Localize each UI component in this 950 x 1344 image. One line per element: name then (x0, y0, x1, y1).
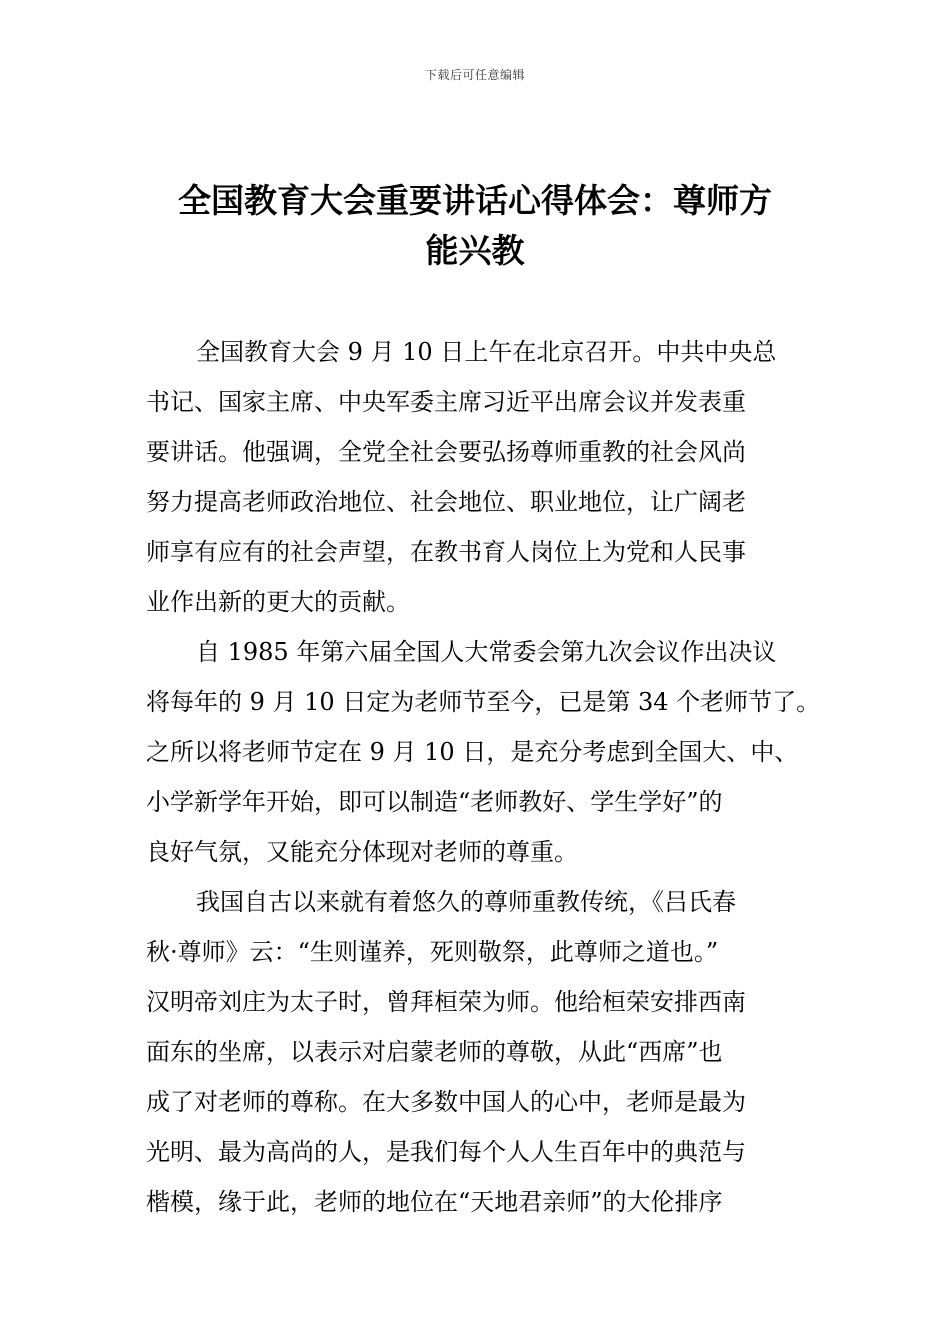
title-line-2: 能兴教 (425, 231, 525, 270)
text-line: 将每年的 9 月 10 日定为老师节至今，已是第 34 个老师节了。 (146, 688, 821, 716)
paragraph-3 (146, 877, 814, 1227)
text-line: 自 1985 年第六届全国人大常委会第九次会议作出决议 (196, 638, 777, 666)
document-title (130, 176, 820, 276)
text-line: 我国自古以来就有着悠久的尊师重教传统，《吕氏春 (196, 888, 736, 916)
text-line: 全国教育大会 9 月 10 日上午在北京召开。中共中央总 (196, 338, 777, 366)
text-line: 秋·尊师》云：“生则谨养，死则敬祭，此尊师之道也。” (146, 938, 719, 966)
text-line: 书记、国家主席、中央军委主席习近平出席会议并发表重 (146, 388, 746, 416)
document-body (146, 327, 821, 1227)
text-line: 之所以将老师节定在 9 月 10 日，是充分考虑到全国大、中、 (146, 738, 799, 766)
text-line: 楷模，缘于此，老师的地位在“天地君亲师”的大伦排序 (146, 1188, 723, 1216)
text-line: 汉明帝刘庄为太子时，曾拜桓荣为师。他给桓荣安排西南 (146, 988, 746, 1016)
text-line: 光明、最为高尚的人，是我们每个人人生百年中的典范与 (146, 1138, 746, 1166)
text-line: 师享有应有的社会声望，在教书育人岗位上为党和人民事 (146, 538, 746, 566)
text-line: 业作出新的更大的贡献。 (146, 588, 410, 616)
text-line: 小学新学年开始，即可以制造“老师教好、学生学好”的 (146, 788, 723, 816)
header-note: 下载后可任意编辑 (424, 68, 525, 82)
text-line: 良好气氛，又能充分体现对老师的尊重。 (146, 838, 578, 866)
text-line: 要讲话。他强调，全党全社会要弘扬尊师重教的社会风尚 (146, 438, 746, 466)
text-line: 努力提高老师政治地位、社会地位、职业地位，让广阔老 (146, 488, 746, 516)
title-line-1: 全国教育大会重要讲话心得体会：尊师方 (178, 181, 772, 220)
text-line: 面东的坐席，以表示对启蒙老师的尊敬，从此“西席”也 (146, 1038, 723, 1066)
paragraph-1 (146, 327, 814, 627)
text-line: 成了对老师的尊称。在大多数中国人的心中，老师是最为 (146, 1088, 746, 1116)
paragraph-2 (146, 627, 821, 877)
